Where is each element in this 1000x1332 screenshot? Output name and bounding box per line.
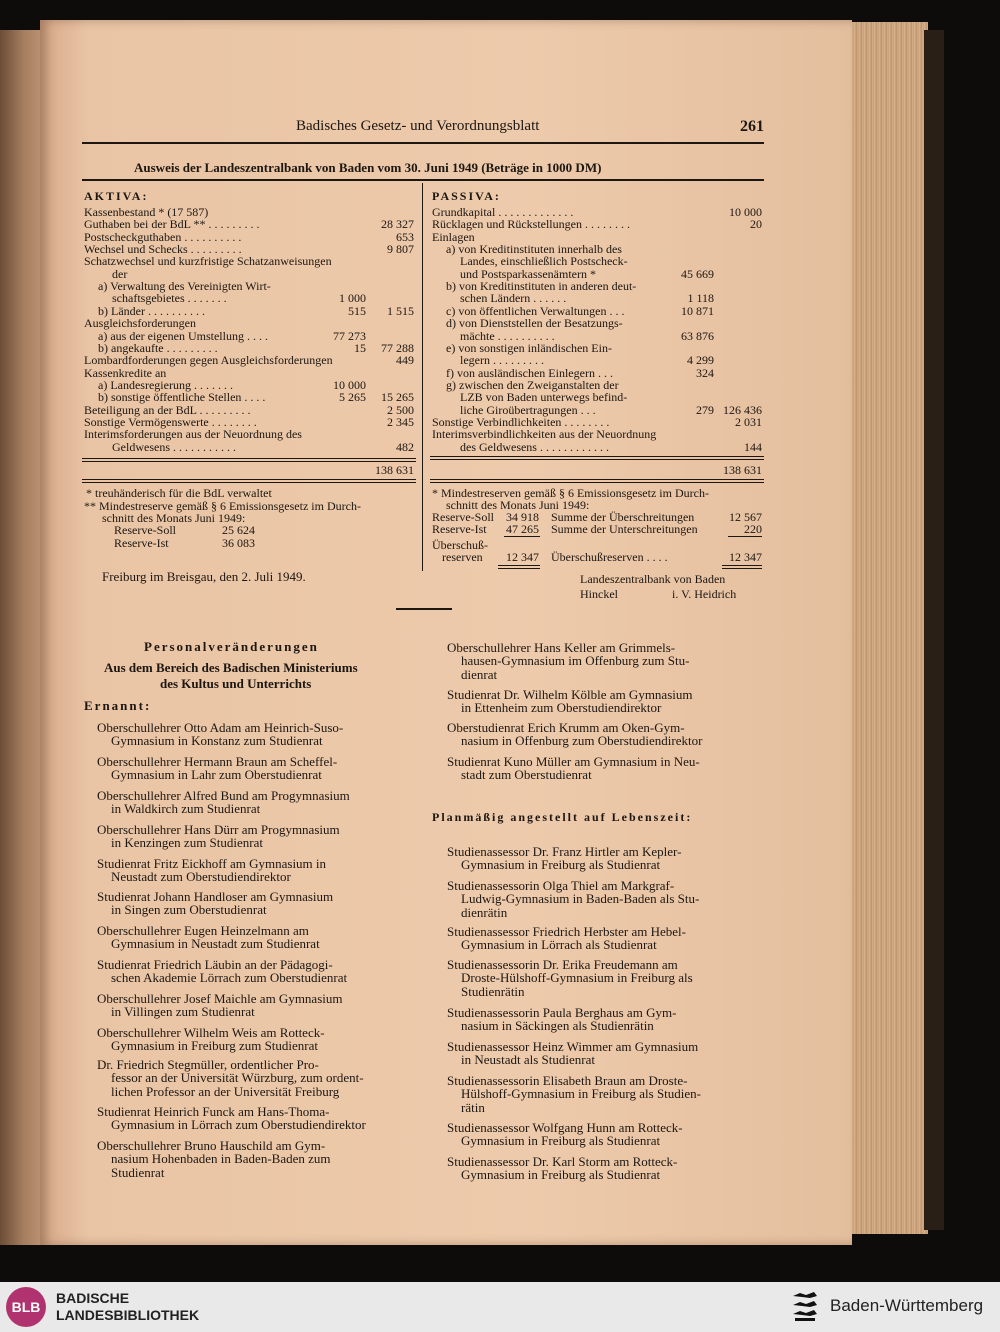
personnel-entry-line: in Waldkirch zum Studienrat xyxy=(111,801,261,817)
personnel-entry xyxy=(447,721,765,748)
passiva-ueber-rule xyxy=(498,565,540,566)
aktiva-row-amount: 9 807 xyxy=(387,242,414,257)
personnel-entry-line: Gymnasium in Lahr zum Oberstudienrat xyxy=(111,767,322,783)
passiva-row-subamount: 324 xyxy=(696,365,714,380)
passiva-row-label: Einlagen xyxy=(432,229,475,244)
passiva-row-label: b) von Kreditinstituten in anderen deut- xyxy=(446,279,637,294)
aktiva-row-subamount: 77 273 xyxy=(333,328,366,343)
aktiva-total-rule-bottom xyxy=(82,479,416,480)
personnel-entry-line: Studienassessor Dr. Franz Hirtler am Kepler- xyxy=(447,844,682,859)
personnel-entry-line: schen Akademie Lörrach zum Oberstudienrat xyxy=(111,970,348,986)
personnel-entry-line: Studienassessorin Olga Thiel am Markgraf- xyxy=(447,878,675,893)
personnel-entry-line: Studienassessor Friedrich Herbster am Hebel- xyxy=(447,924,686,939)
aktiva-row-amount: 1 515 xyxy=(387,303,414,318)
passiva-row-label: und Postsparkassenämtern * xyxy=(460,266,596,281)
passiva-row-label: a) von Kreditinstituten innerhalb des xyxy=(446,242,622,257)
passiva-ueber-rule-2 xyxy=(498,568,540,569)
personnel-entry-line: Studienassessorin Elisabeth Braun am Droste- xyxy=(447,1073,688,1088)
aktiva-row-label: Beteiligung an der BdL . . . . . . . . . xyxy=(84,402,251,417)
personnel-entry xyxy=(97,1139,415,1179)
passiva-soll-label: Reserve-Soll xyxy=(432,510,494,524)
signature-name-1: Hinckel xyxy=(580,587,618,601)
passiva-row-label: mächte . . . . . . . . . . xyxy=(460,328,555,343)
aktiva-total-rule-bottom-2 xyxy=(82,482,416,483)
personnel-entry-line: Studienassessorin Dr. Erika Freudemann am xyxy=(447,957,678,972)
personnel-entry xyxy=(447,1121,763,1148)
personnel-entry xyxy=(447,925,763,952)
aktiva-row-subamount: 15 xyxy=(354,340,366,355)
personnel-title: Personalveränderungen xyxy=(144,639,319,654)
aktiva-row-label: Lombardforderungen gegen Ausgleichsforderungen xyxy=(84,353,333,368)
passiva-row-subamount: 45 669 xyxy=(681,266,714,281)
personnel-entry-line: Studienrat Heinrich Funck am Hans-Thoma- xyxy=(97,1104,330,1119)
personnel-entry-line: Studienrat Fritz Eickhoff am Gymnasium in xyxy=(97,856,327,871)
personnel-entry xyxy=(447,1074,763,1114)
aktiva-row-label: b) sonstige öffentliche Stellen . . . . xyxy=(98,390,266,405)
header-rule xyxy=(82,142,764,144)
reserve-ist-value: 36 083 xyxy=(222,536,255,550)
aktiva-row-label: Ausgleichsforderungen xyxy=(84,316,196,331)
passiva-soll-sum-label: Summe der Überschreitungen xyxy=(551,510,695,524)
appointed-heading: Ernannt: xyxy=(84,698,152,713)
passiva-soll-sum-value: 12 567 xyxy=(729,510,762,524)
personnel-entry-line: in Villingen zum Studienrat xyxy=(111,1004,255,1020)
viewer-footer xyxy=(0,1282,1000,1332)
passiva-row-subamount: 1 118 xyxy=(687,291,714,306)
passiva-ueber-sum-rule-2 xyxy=(722,568,762,569)
personnel-entry xyxy=(447,1155,763,1182)
signature-name-2: i. V. Heidrich xyxy=(672,587,737,601)
personnel-entry-line: Gymnasium in Freiburg zum Studienrat xyxy=(111,1038,319,1054)
passiva-row-label: legern . . . . . . . . . xyxy=(460,353,544,368)
aktiva-row-label: b) Länder . . . . . . . . . . xyxy=(98,303,205,318)
personnel-entry xyxy=(447,1006,763,1033)
passiva-ueber-label-1: Überschuß- xyxy=(432,538,488,552)
personnel-entry-line: Studienrat xyxy=(111,1164,165,1180)
passiva-total-rule-bottom xyxy=(430,479,764,480)
personnel-entry xyxy=(447,1040,763,1067)
personnel-entry-line: Gymnasium in Lörrach zum Oberstudiendirektor xyxy=(111,1117,366,1133)
personnel-entry xyxy=(97,857,415,884)
passiva-row-amount: 144 xyxy=(744,439,762,454)
aktiva-heading: AKTIVA: xyxy=(84,189,149,203)
personnel-entry xyxy=(97,1058,415,1098)
aktiva-note-2b: schnitt des Monats Juni 1949: xyxy=(102,511,246,525)
passiva-row-amount: 2 031 xyxy=(735,414,762,429)
passiva-ist-rule xyxy=(504,536,540,537)
personnel-entry-line: Studienrätin xyxy=(461,983,525,999)
personnel-entry-line: Oberschullehrer Hermann Braun am Scheffel- xyxy=(97,754,338,769)
aktiva-row-amount: 482 xyxy=(396,439,414,454)
personnel-entry-line: Studienrat Friedrich Läubin an der Pädagogi- xyxy=(97,957,333,972)
statement-title: Ausweis der Landeszentralbank von Baden vom 30. Juni 1949 (Beträge in 1000 DM) xyxy=(134,160,602,175)
personnel-entry xyxy=(97,789,415,816)
passiva-ueber-sum-value: 12 347 xyxy=(729,550,762,564)
book-spine-shadow xyxy=(924,30,944,1230)
personnel-entry xyxy=(447,958,763,998)
personnel-entry-line: Oberschullehrer Hans Dürr am Progymnasium xyxy=(97,822,340,837)
personnel-entry-line: Studienassessor Wolfgang Hunn am Rotteck- xyxy=(447,1120,683,1135)
column-divider xyxy=(422,183,423,571)
page-stack-edge xyxy=(848,22,928,1234)
personnel-entry-line: Studienrat Kuno Müller am Gymnasium in Neu- xyxy=(447,754,700,769)
personnel-entry xyxy=(447,755,765,782)
aktiva-row-subamount: 515 xyxy=(348,303,366,318)
passiva-row-label: c) von öffentlichen Verwaltungen . . . xyxy=(446,303,625,318)
aktiva-row-subamount: 5 265 xyxy=(339,390,366,405)
passiva-row-label: e) von sonstigen inländischen Ein- xyxy=(446,340,612,355)
personnel-entry xyxy=(97,721,415,748)
personnel-entry-line: Gymnasium in Freiburg als Studienrat xyxy=(461,1133,661,1149)
passiva-row-amount: 126 436 xyxy=(723,402,762,417)
personnel-entry xyxy=(97,755,415,782)
passiva-row-label: liche Giroübertragungen . . . xyxy=(460,402,596,417)
passiva-row-label: Landes, einschließlich Postscheck- xyxy=(460,254,628,269)
reserve-soll-value: 25 624 xyxy=(222,523,255,537)
passiva-row-label: f) von ausländischen Einlegern . . . xyxy=(446,365,613,380)
personnel-entry-line: in Ettenheim zum Oberstudiendirektor xyxy=(461,700,662,716)
passiva-ueber-value: 12 347 xyxy=(506,550,539,564)
personnel-entry-line: hausen-Gymnasium im Offenburg zum Stu- xyxy=(461,653,690,669)
passiva-ist-label: Reserve-Ist xyxy=(432,522,487,536)
passiva-row-label: g) zwischen den Zweiganstalten der xyxy=(446,377,619,392)
aktiva-row-label: Interimsforderungen aus der Neuordnung des xyxy=(84,427,302,442)
passiva-row-subamount: 10 871 xyxy=(681,303,714,318)
passiva-ueber-sum-label: Überschußreserven . . . . xyxy=(551,550,668,564)
signature-institution: Landeszentralbank von Baden xyxy=(580,572,726,586)
personnel-entry xyxy=(447,688,765,715)
personnel-entry-line: Oberschullehrer Otto Adam am Heinrich-Suso- xyxy=(97,720,344,735)
personnel-entry-line: Oberschullehrer Alfred Bund am Progymnasium xyxy=(97,788,350,803)
personnel-entry-line: in Neustadt als Studienrat xyxy=(461,1052,595,1068)
aktiva-row-label: Geldwesens . . . . . . . . . . . xyxy=(112,439,236,454)
personnel-entry-line: Studienrat Johann Handloser am Gymnasium xyxy=(97,889,334,904)
personnel-entry xyxy=(447,879,763,919)
personnel-entry-line: in Singen zum Oberstudienrat xyxy=(111,902,267,918)
state-name[interactable]: Baden-Württemberg xyxy=(830,1296,984,1315)
running-title: Badisches Gesetz- und Verordnungsblatt xyxy=(296,118,540,134)
aktiva-row-label: Postscheckguthaben . . . . . . . . . . xyxy=(84,229,242,244)
personnel-entry-line: Oberschullehrer Wilhelm Weis am Rotteck- xyxy=(97,1025,325,1040)
aktiva-row-amount: 2 500 xyxy=(387,402,414,417)
tenure-heading: Planmäßig angestellt auf Lebenszeit: xyxy=(432,810,693,824)
personnel-entry-line: Studienassessor Dr. Karl Storm am Rotteck- xyxy=(447,1154,678,1169)
passiva-ist-sum-value: 220 xyxy=(744,522,762,536)
aktiva-row-subamount: 1 000 xyxy=(339,291,366,306)
personnel-entry-line: Ludwig-Gymnasium in Baden-Baden als Stu- xyxy=(461,891,700,907)
personnel-entry-line: dienrätin xyxy=(461,904,508,920)
passiva-row-label: Grundkapital . . . . . . . . . . . . . xyxy=(432,205,574,219)
passiva-row-label: Sonstige Verbindlichkeiten . . . . . . . . xyxy=(432,414,610,429)
passiva-row-label: Interimsverbindlichkeiten aus der Neuordnung xyxy=(432,427,657,442)
aktiva-row-label: Kassenbestand * (17 587) xyxy=(84,205,209,219)
aktiva-total-rule-top xyxy=(82,458,416,459)
passiva-soll-value: 34 918 xyxy=(506,510,539,524)
aktiva-row-subamount: 10 000 xyxy=(333,377,366,392)
personnel-entry xyxy=(97,823,415,850)
passiva-total-rule-top-2 xyxy=(430,459,764,460)
aktiva-total: 138 631 xyxy=(375,463,414,477)
passiva-ueber-sum-rule xyxy=(722,565,762,566)
passiva-row-label: schen Ländern . . . . . . xyxy=(460,291,567,306)
personnel-entry-line: Studienrat Dr. Wilhelm Kölble am Gymnasium xyxy=(447,687,693,702)
passiva-row-subamount: 4 299 xyxy=(687,353,714,368)
passiva-heading: PASSIVA: xyxy=(432,189,501,203)
personnel-entry-line: Gymnasium in Freiburg als Studienrat xyxy=(461,857,661,873)
passiva-ist-value: 47 265 xyxy=(506,522,539,536)
passiva-row-label: des Geldwesens . . . . . . . . . . . . xyxy=(460,439,609,454)
aktiva-row-label: a) aus der eigenen Umstellung . . . . xyxy=(98,328,268,343)
library-name[interactable] xyxy=(56,1290,199,1324)
personnel-entry-line: Dr. Friedrich Stegmüller, ordentlicher Pro- xyxy=(97,1057,319,1072)
aktiva-note-2a: ** Mindestreserve gemäß § 6 Emissionsgesetz im Durch- xyxy=(84,499,361,513)
passiva-total-rule-top xyxy=(430,456,764,457)
personnel-entry-line: nasium in Säckingen als Studienrätin xyxy=(461,1018,654,1034)
personnel-entry-line: lichen Professor an der Universität Freiburg xyxy=(111,1083,340,1099)
personnel-entry-line: Oberschullehrer Hans Keller am Grimmels- xyxy=(447,640,676,655)
personnel-entry-line: Hülshoff-Gymnasium in Freiburg als Studien- xyxy=(461,1086,702,1102)
library-name-line-1: BADISCHE xyxy=(56,1290,130,1306)
personnel-entry-line: Gymnasium in Lörrach als Studienrat xyxy=(461,937,657,953)
aktiva-row-label: Kassenkredite an xyxy=(84,365,167,380)
section-separator xyxy=(396,608,452,610)
statement-rule xyxy=(82,179,764,181)
personnel-entry xyxy=(447,845,763,872)
personnel-entry-line: Neustadt zum Oberstudiendirektor xyxy=(111,869,291,885)
passiva-total: 138 631 xyxy=(723,463,762,477)
passiva-row-amount: 20 xyxy=(750,217,762,232)
personnel-entry-line: Gymnasium in Neustadt zum Studienrat xyxy=(111,936,320,952)
place-date: Freiburg im Breisgau, den 2. Juli 1949. xyxy=(102,569,306,584)
personnel-entry xyxy=(97,1105,415,1132)
personnel-entry xyxy=(97,890,415,917)
baden-wuerttemberg-crest-icon[interactable] xyxy=(790,1290,820,1324)
personnel-entry-line: fessor an der Universität Würzburg, zum ordent- xyxy=(111,1070,364,1086)
aktiva-row-amount: 653 xyxy=(396,229,414,244)
personnel-entry xyxy=(447,641,765,681)
aktiva-row-amount: 15 265 xyxy=(381,390,414,405)
personnel-entry-line: rätin xyxy=(461,1099,485,1115)
personnel-entry xyxy=(97,958,415,985)
aktiva-row-label: Wechsel und Schecks . . . . . . . . . xyxy=(84,242,242,257)
personnel-entry-line: Gymnasium in Konstanz zum Studienrat xyxy=(111,733,323,749)
aktiva-row-label: Sonstige Vermögenswerte . . . . . . . . xyxy=(84,414,257,429)
reserve-ist-label: Reserve-Ist xyxy=(114,536,169,550)
personnel-entry-line: Droste-Hülshoff-Gymnasium in Freiburg als xyxy=(461,970,693,986)
personnel-entry xyxy=(97,924,415,951)
personnel-entry-line: Oberstudienrat Erich Krumm am Oken-Gym- xyxy=(447,720,685,735)
personnel-entry xyxy=(97,1026,415,1053)
aktiva-row-label: der xyxy=(112,266,128,281)
passiva-row-label: LZB von Baden unterwegs befind- xyxy=(460,390,628,405)
passiva-note-b: schnitt des Monats Juni 1949: xyxy=(446,498,590,512)
personnel-entry xyxy=(97,992,415,1019)
aktiva-total-rule-top-2 xyxy=(82,461,416,462)
passiva-total-rule-bottom-2 xyxy=(430,482,764,483)
passiva-row-subamount: 279 xyxy=(696,402,714,417)
passiva-row-amount: 10 000 xyxy=(729,205,762,219)
passiva-note-a: * Mindestreserven gemäß § 6 Emissionsgesetz im Durch- xyxy=(432,486,709,500)
personnel-entry-line: Studienassessor Heinz Wimmer am Gymnasium xyxy=(447,1039,699,1054)
personnel-entry-line: Studienassessorin Paula Berghaus am Gym- xyxy=(447,1005,677,1020)
blb-logo-icon[interactable]: BLB xyxy=(6,1287,46,1327)
aktiva-row-amount: 449 xyxy=(396,353,414,368)
passiva-row-subamount: 63 876 xyxy=(681,328,714,343)
personnel-entry-line: dienrat xyxy=(461,666,498,682)
passiva-row-label: d) von Dienststellen der Besatzungs- xyxy=(446,316,623,331)
passiva-ist-sum-label: Summe der Unterschreitungen xyxy=(551,522,698,536)
aktiva-row-label: a) Verwaltung des Vereinigten Wirt- xyxy=(98,279,271,294)
personnel-entry-line: nasium in Offenburg zum Oberstudiendirektor xyxy=(461,733,703,749)
aktiva-row-amount: 28 327 xyxy=(381,217,414,232)
aktiva-row-amount: 2 345 xyxy=(387,414,414,429)
passiva-ist-sum-rule xyxy=(728,536,762,537)
personnel-subtitle-1: Aus dem Bereich des Badischen Ministeriums xyxy=(104,660,358,675)
aktiva-row-label: Guthaben bei der BdL ** . . . . . . . . . xyxy=(84,217,260,232)
personnel-entry-line: Gymnasium in Freiburg als Studienrat xyxy=(461,1167,661,1183)
aktiva-row-label: schaftsgebietes . . . . . . . xyxy=(112,291,227,306)
library-name-line-2: LANDESBIBLIOTHEK xyxy=(56,1307,200,1323)
personnel-subtitle-2: des Kultus und Unterrichts xyxy=(160,676,312,691)
personnel-entry-line: Oberschullehrer Josef Maichle am Gymnasium xyxy=(97,991,343,1006)
personnel-entry-line: nasium Hohenbaden in Baden-Baden zum xyxy=(111,1151,331,1167)
passiva-ueber-label-2: reserven xyxy=(442,550,483,564)
passiva-row-label: Rücklagen und Rückstellungen . . . . . . . . xyxy=(432,217,630,232)
personnel-entry-line: stadt zum Oberstudienrat xyxy=(461,767,592,783)
aktiva-row-amount: 77 288 xyxy=(381,340,414,355)
aktiva-note-1: * treuhänderisch für die BdL verwaltet xyxy=(86,486,272,500)
reserve-soll-label: Reserve-Soll xyxy=(114,523,176,537)
aktiva-row-label: b) angekaufte . . . . . . . . . xyxy=(98,340,218,355)
page-number: 261 xyxy=(740,118,764,135)
aktiva-row-label: Schatzwechsel und kurzfristige Schatzanweisungen xyxy=(84,254,332,269)
personnel-entry-line: Oberschullehrer Eugen Heinzelmann am xyxy=(97,923,309,938)
aktiva-row-label: a) Landesregierung . . . . . . . xyxy=(98,377,233,392)
personnel-entry-line: Oberschullehrer Bruno Hauschild am Gym- xyxy=(97,1138,326,1153)
personnel-entry-line: in Kenzingen zum Studienrat xyxy=(111,835,263,851)
